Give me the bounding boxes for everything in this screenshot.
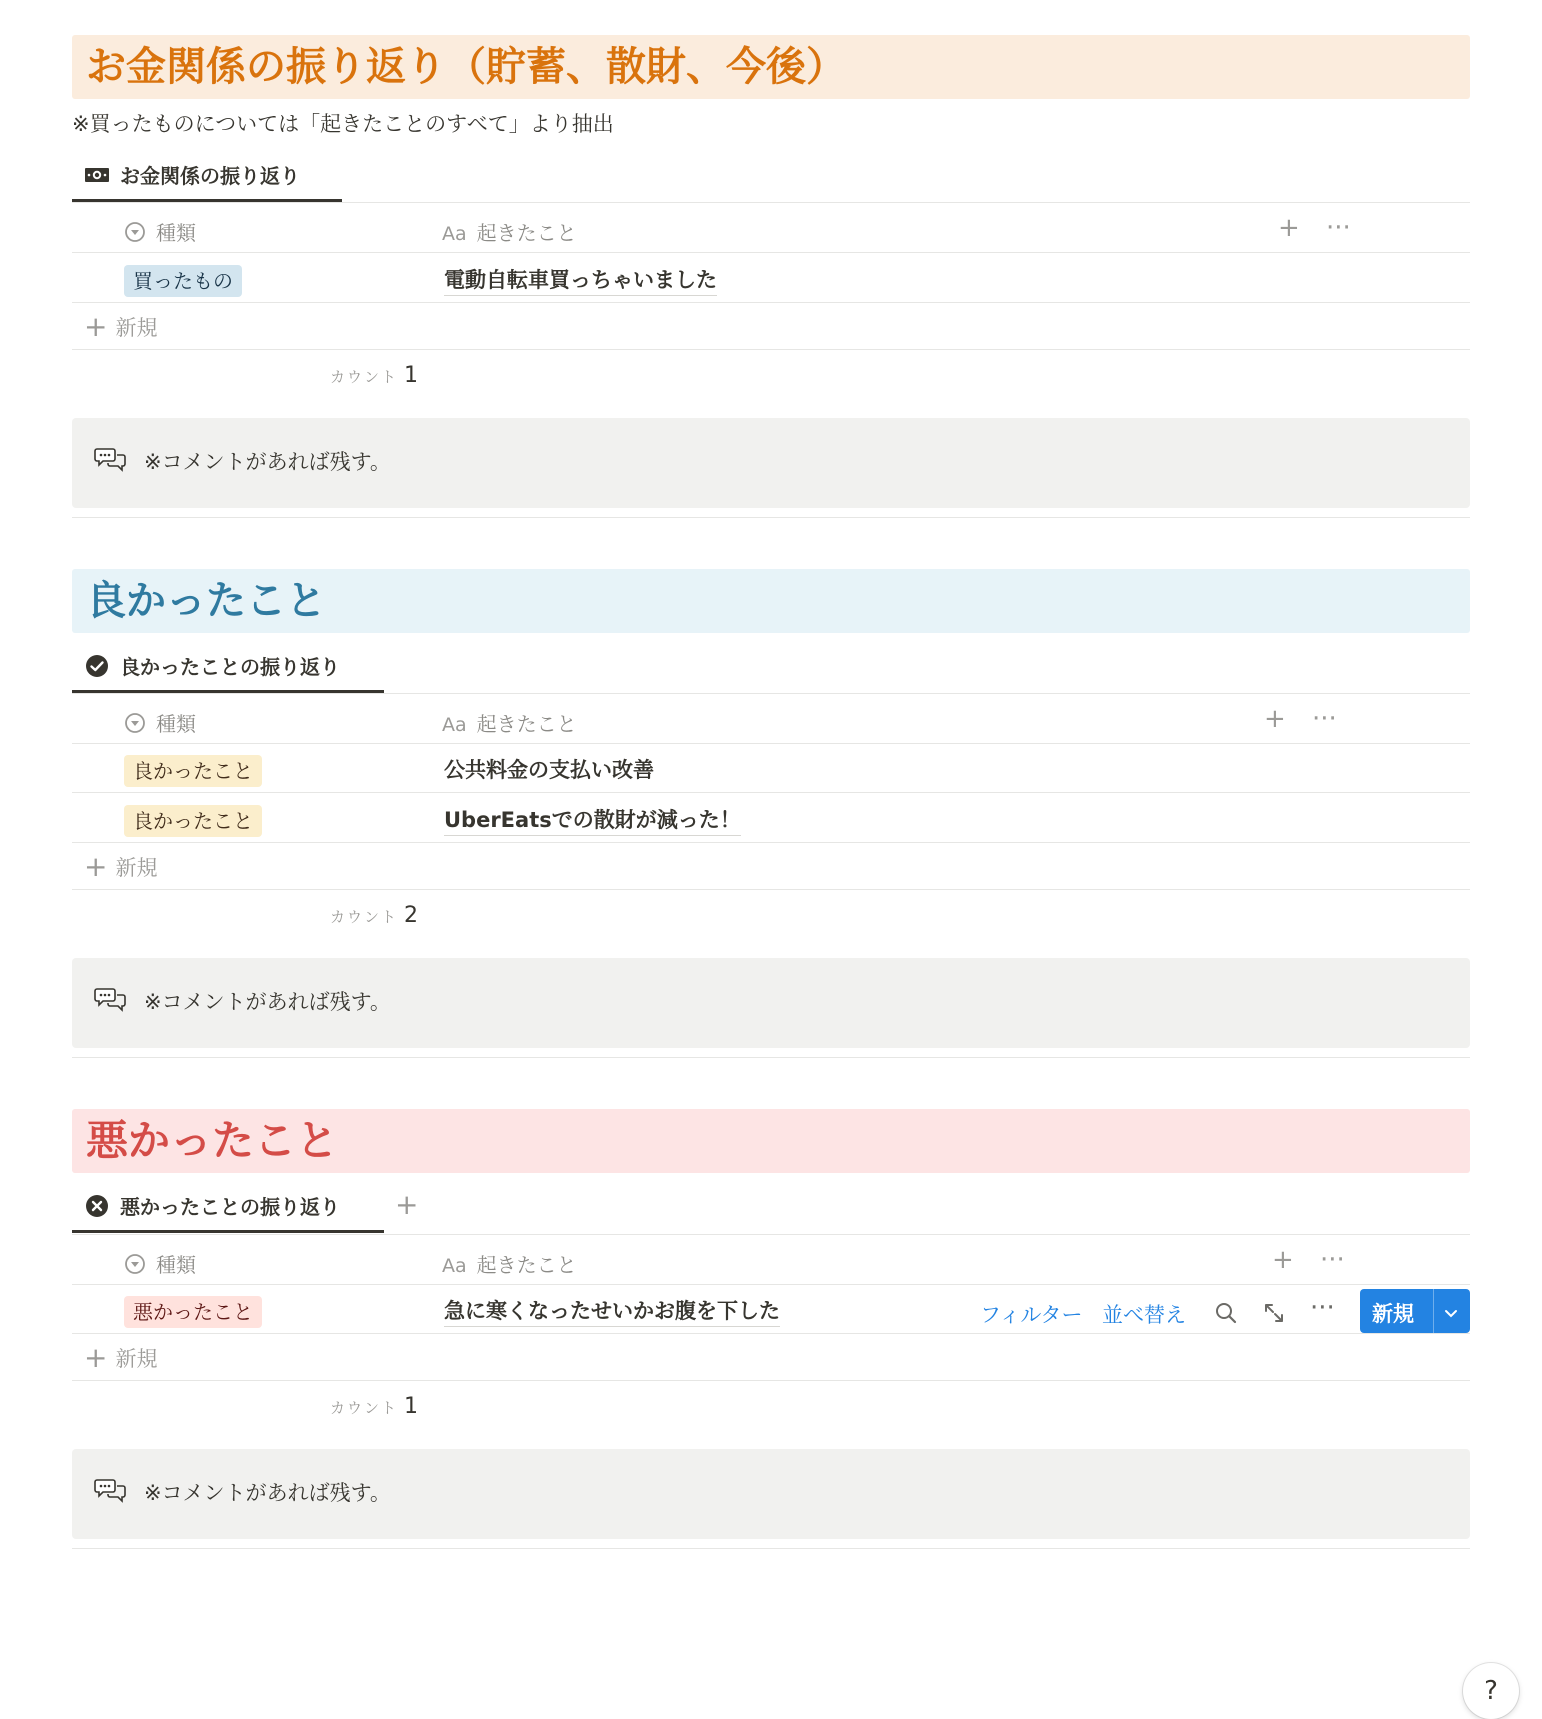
new-row-button[interactable] bbox=[84, 852, 157, 882]
count-label: カウント bbox=[330, 1399, 399, 1417]
divider bbox=[72, 517, 1470, 518]
table-row[interactable] bbox=[72, 743, 1470, 797]
divider bbox=[72, 842, 1470, 843]
callout-text: ※コメントがあれば残す。 bbox=[144, 990, 391, 1014]
new-row-button[interactable] bbox=[84, 1343, 157, 1373]
table-row[interactable] bbox=[72, 253, 1470, 307]
new-button-label: 新規 bbox=[1372, 1302, 1414, 1326]
heading-bad[interactable]: 悪かったこと bbox=[72, 1109, 1470, 1173]
add-column-icon[interactable]: + bbox=[1278, 213, 1300, 243]
comment-callout[interactable] bbox=[72, 1449, 1470, 1539]
count-summary[interactable] bbox=[330, 903, 418, 928]
add-column-icon[interactable]: + bbox=[1272, 1245, 1294, 1275]
heading-money[interactable]: お金関係の振り返り（貯蓄、散財、今後） bbox=[72, 35, 1470, 99]
select-property-icon bbox=[124, 1253, 146, 1275]
speech-bubbles-icon bbox=[94, 446, 126, 478]
type-tag: 悪かったこと bbox=[124, 1296, 262, 1328]
tab-good-review[interactable] bbox=[72, 641, 384, 693]
tab-money-review[interactable] bbox=[72, 150, 342, 202]
column-title[interactable] bbox=[442, 708, 577, 737]
money-icon bbox=[84, 162, 110, 188]
callout-text: ※コメントがあれば残す。 bbox=[144, 450, 391, 474]
more-icon[interactable]: ··· bbox=[1326, 213, 1351, 243]
plus-icon: + bbox=[84, 850, 108, 883]
more-icon[interactable]: ··· bbox=[1310, 1293, 1335, 1323]
column-header-row bbox=[72, 694, 1470, 746]
type-tag: 買ったもの bbox=[124, 265, 242, 297]
table-row[interactable] bbox=[72, 1284, 1470, 1338]
column-type-label: 種類 bbox=[156, 712, 196, 736]
new-row-label: 新規 bbox=[115, 856, 158, 880]
count-value: 2 bbox=[404, 903, 419, 928]
speech-bubbles-icon bbox=[94, 1477, 126, 1509]
add-column-icon[interactable]: + bbox=[1264, 704, 1286, 734]
count-summary[interactable] bbox=[330, 363, 418, 388]
divider bbox=[72, 1380, 1470, 1381]
plus-icon: + bbox=[84, 1341, 108, 1374]
row-title[interactable]: 公共料金の支払い改善 bbox=[444, 758, 654, 782]
filter-button[interactable]: フィルター bbox=[980, 1303, 1083, 1327]
divider bbox=[72, 349, 1470, 350]
select-property-icon bbox=[124, 712, 146, 734]
text-property-icon: Aa bbox=[442, 223, 467, 245]
divider bbox=[72, 302, 1470, 303]
more-icon[interactable]: ··· bbox=[1312, 704, 1337, 734]
text-property-icon: Aa bbox=[442, 1255, 467, 1277]
callout-text: ※コメントがあれば残す。 bbox=[144, 1481, 391, 1505]
count-label: カウント bbox=[330, 908, 399, 926]
check-circle-icon bbox=[84, 653, 110, 679]
help-button[interactable]: ? bbox=[1463, 1663, 1519, 1719]
type-tag: 良かったこと bbox=[124, 755, 262, 787]
column-type-label: 種類 bbox=[156, 1253, 196, 1277]
divider bbox=[72, 1333, 1470, 1334]
column-type[interactable] bbox=[124, 217, 196, 246]
count-value: 1 bbox=[404, 1394, 419, 1419]
new-row-button[interactable] bbox=[84, 312, 157, 342]
table-row[interactable] bbox=[72, 793, 1470, 847]
column-header-row bbox=[72, 1235, 1470, 1287]
tab-label: 悪かったことの振り返り bbox=[120, 1195, 340, 1219]
column-title[interactable] bbox=[442, 1249, 577, 1278]
sort-button[interactable]: 並べ替え bbox=[1102, 1303, 1186, 1327]
count-value: 1 bbox=[404, 363, 419, 388]
text-property-icon: Aa bbox=[442, 714, 467, 736]
add-view-icon[interactable]: + bbox=[395, 1188, 419, 1221]
column-type[interactable] bbox=[124, 708, 196, 737]
comment-callout[interactable] bbox=[72, 958, 1470, 1048]
divider bbox=[72, 1057, 1470, 1058]
note-text[interactable]: ※買ったものについては「起きたことのすべて」より抽出 bbox=[72, 112, 614, 136]
row-title[interactable]: 急に寒くなったせいかお腹を下した bbox=[444, 1296, 780, 1327]
row-title[interactable]: UberEatsでの散財が減った！ bbox=[444, 805, 741, 836]
row-title[interactable]: 電動自転車買っちゃいました bbox=[444, 265, 717, 296]
new-row-label: 新規 bbox=[115, 316, 158, 340]
comment-callout[interactable] bbox=[72, 418, 1470, 508]
more-icon[interactable]: ··· bbox=[1320, 1245, 1345, 1275]
plus-icon: + bbox=[84, 310, 108, 343]
tab-bad-review[interactable] bbox=[72, 1181, 384, 1233]
divider bbox=[72, 1548, 1470, 1549]
tab-label: お金関係の振り返り bbox=[120, 164, 300, 188]
count-summary[interactable] bbox=[330, 1394, 418, 1419]
x-circle-icon bbox=[84, 1193, 110, 1219]
column-title-label: 起きたこと bbox=[476, 1253, 577, 1277]
divider bbox=[72, 889, 1470, 890]
column-title[interactable] bbox=[442, 217, 577, 246]
column-header-row bbox=[72, 203, 1470, 255]
speech-bubbles-icon bbox=[94, 986, 126, 1018]
column-title-label: 起きたこと bbox=[476, 221, 577, 245]
heading-good[interactable]: 良かったこと bbox=[72, 569, 1470, 633]
column-type-label: 種類 bbox=[156, 221, 196, 245]
new-row-label: 新規 bbox=[115, 1347, 158, 1371]
tab-label: 良かったことの振り返り bbox=[120, 655, 340, 679]
column-type[interactable] bbox=[124, 1249, 196, 1278]
type-tag: 良かったこと bbox=[124, 805, 262, 837]
select-property-icon bbox=[124, 221, 146, 243]
column-title-label: 起きたこと bbox=[476, 712, 577, 736]
count-label: カウント bbox=[330, 368, 399, 386]
